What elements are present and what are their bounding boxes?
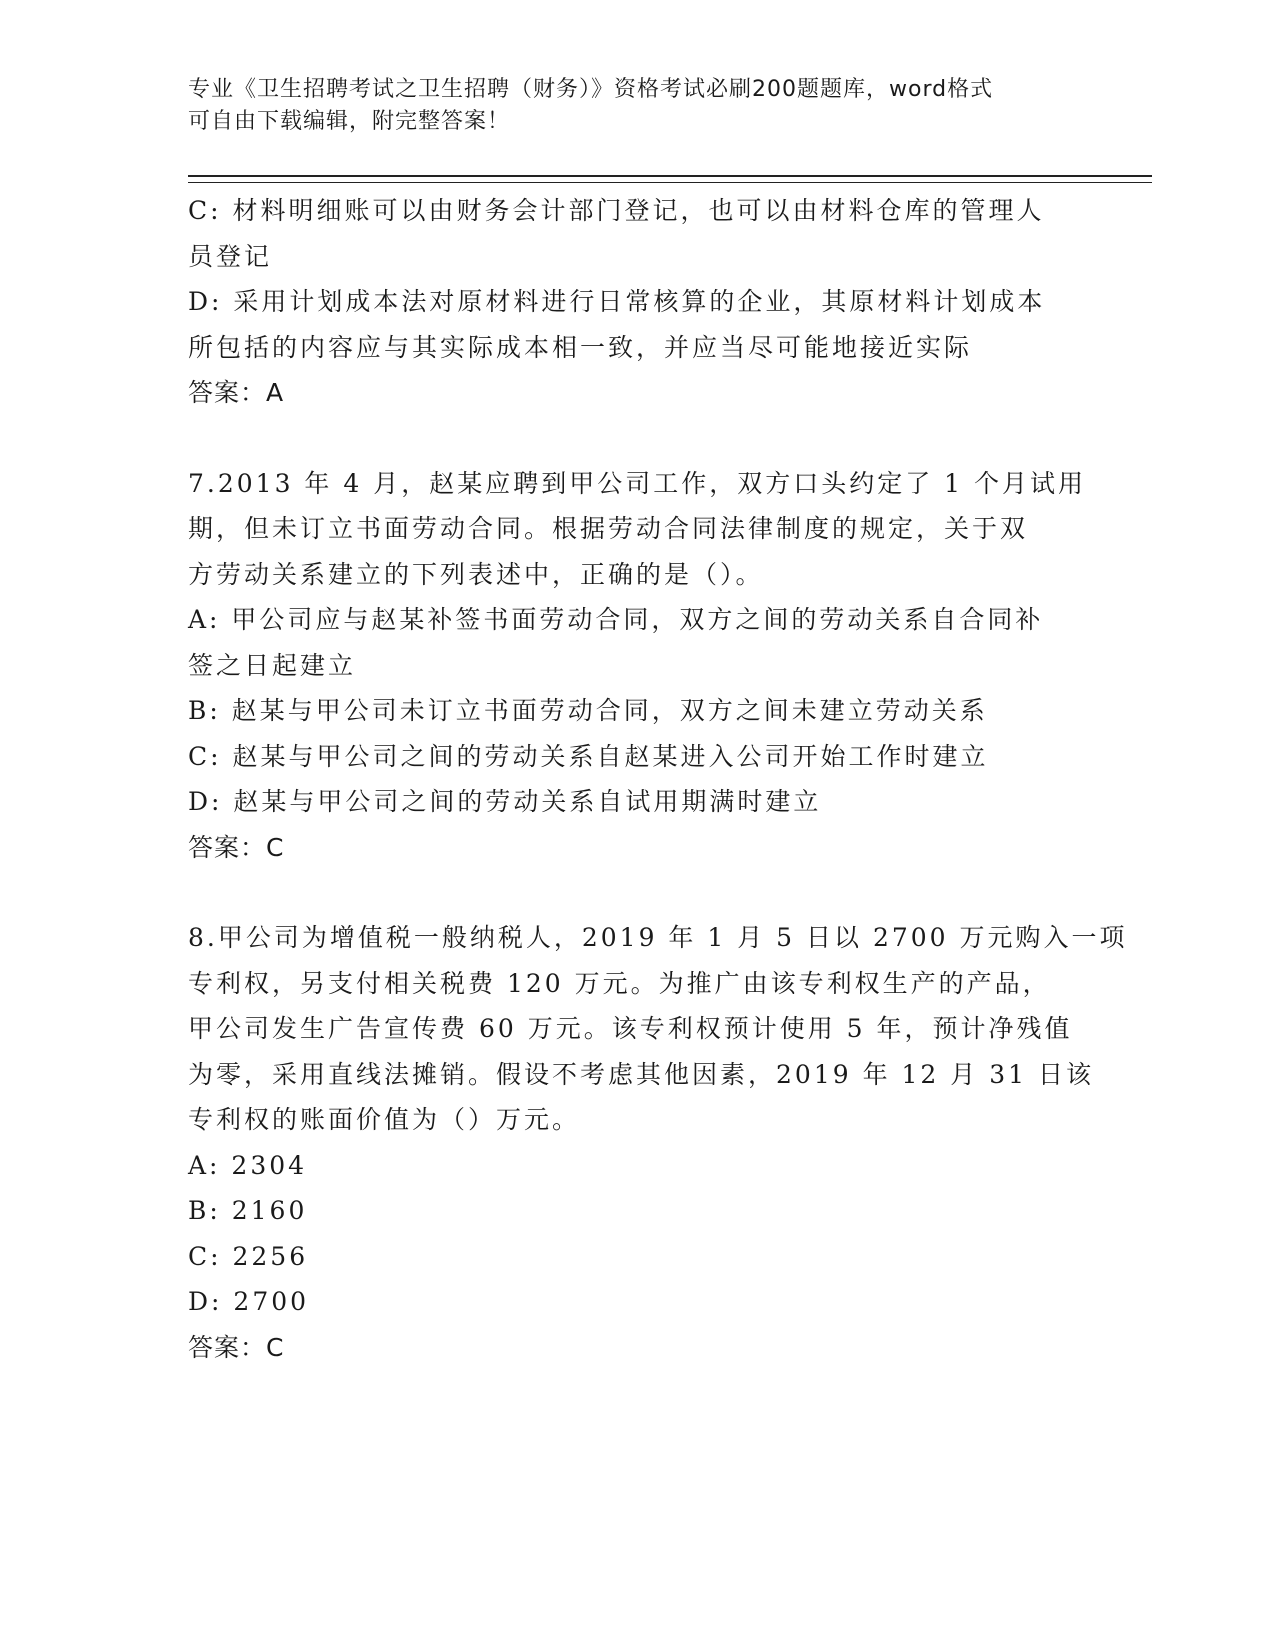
q8-stem-line-5: 专利权的账面价值为（）万元。 [188, 1105, 581, 1134]
q6-option-c-line-1: C: 材料明细账可以由财务会计部门登记，也可以由材料仓库的管理人 [188, 196, 1045, 225]
q8-option-a: A: 2304 [188, 1150, 308, 1180]
q7-option-a-line-2: 签之日起建立 [188, 650, 357, 680]
q6-answer: 答案：A [188, 378, 285, 407]
q6-option-c-line-2: 员登记 [188, 241, 273, 271]
document-header [188, 74, 1068, 138]
q8-option-c: C: 2256 [188, 1241, 309, 1271]
q7-option-b: B: 赵某与甲公司未订立书面劳动合同，双方之间未建立劳动关系 [188, 696, 988, 725]
header-divider-thin [188, 182, 1152, 183]
q8-option-d: D: 2700 [188, 1287, 310, 1316]
question-7 [188, 461, 1088, 871]
q7-stem-line-2: 期，但未订立书面劳动合同。根据劳动合同法律制度的规定，关于双 [188, 514, 1029, 543]
q8-stem-line-2: 专利权，另支付相关税费 120 万元。为推广由该专利权生产的产品， [188, 968, 1051, 998]
q7-option-a-line-1: A: 甲公司应与赵某补签书面劳动合同，双方之间的劳动关系自合同补 [188, 605, 1044, 634]
q8-answer: 答案：C [188, 1332, 285, 1362]
q8-stem-line-3: 甲公司发生广告宣传费 60 万元。该专利权预计使用 5 年，预计净残值 [188, 1014, 1073, 1043]
q6-option-d-line-2: 所包括的内容应与其实际成本相一致，并应当尽可能地接近实际 [188, 332, 973, 362]
q8-stem-line-1: 8.甲公司为增值税一般纳税人，2019 年 1 月 5 日以 2700 万元购入一项 [188, 923, 1128, 952]
header-line-2: 可自由下载编辑，附完整答案！ [188, 109, 511, 134]
header-divider-thick [188, 175, 1152, 177]
question-6-continued [188, 188, 1088, 416]
spacer [188, 870, 1088, 915]
q8-stem-line-4: 为零，采用直线法摊销。假设不考虑其他因素，2019 年 12 月 31 日该 [188, 1059, 1094, 1089]
q7-stem-line-3: 方劳动关系建立的下列表述中，正确的是（）。 [188, 559, 764, 589]
q6-option-d-line-1: D: 采用计划成本法对原材料进行日常核算的企业，其原材料计划成本 [188, 287, 1046, 316]
spacer [188, 416, 1088, 461]
q7-option-c: C: 赵某与甲公司之间的劳动关系自赵某进入公司开始工作时建立 [188, 741, 989, 771]
q7-stem-line-1: 7.2013 年 4 月，赵某应聘到甲公司工作，双方口头约定了 1 个月试用 [188, 468, 1087, 498]
question-8 [188, 915, 1128, 1370]
q7-answer: 答案：C [188, 832, 285, 862]
header-line-1: 专业《卫生招聘考试之卫生招聘（财务）》资格考试必刷200题题库，word格式 [188, 77, 994, 102]
q8-option-b: B: 2160 [188, 1196, 308, 1225]
document-body [188, 188, 1128, 1370]
q7-option-d: D: 赵某与甲公司之间的劳动关系自试用期满时建立 [188, 787, 822, 816]
